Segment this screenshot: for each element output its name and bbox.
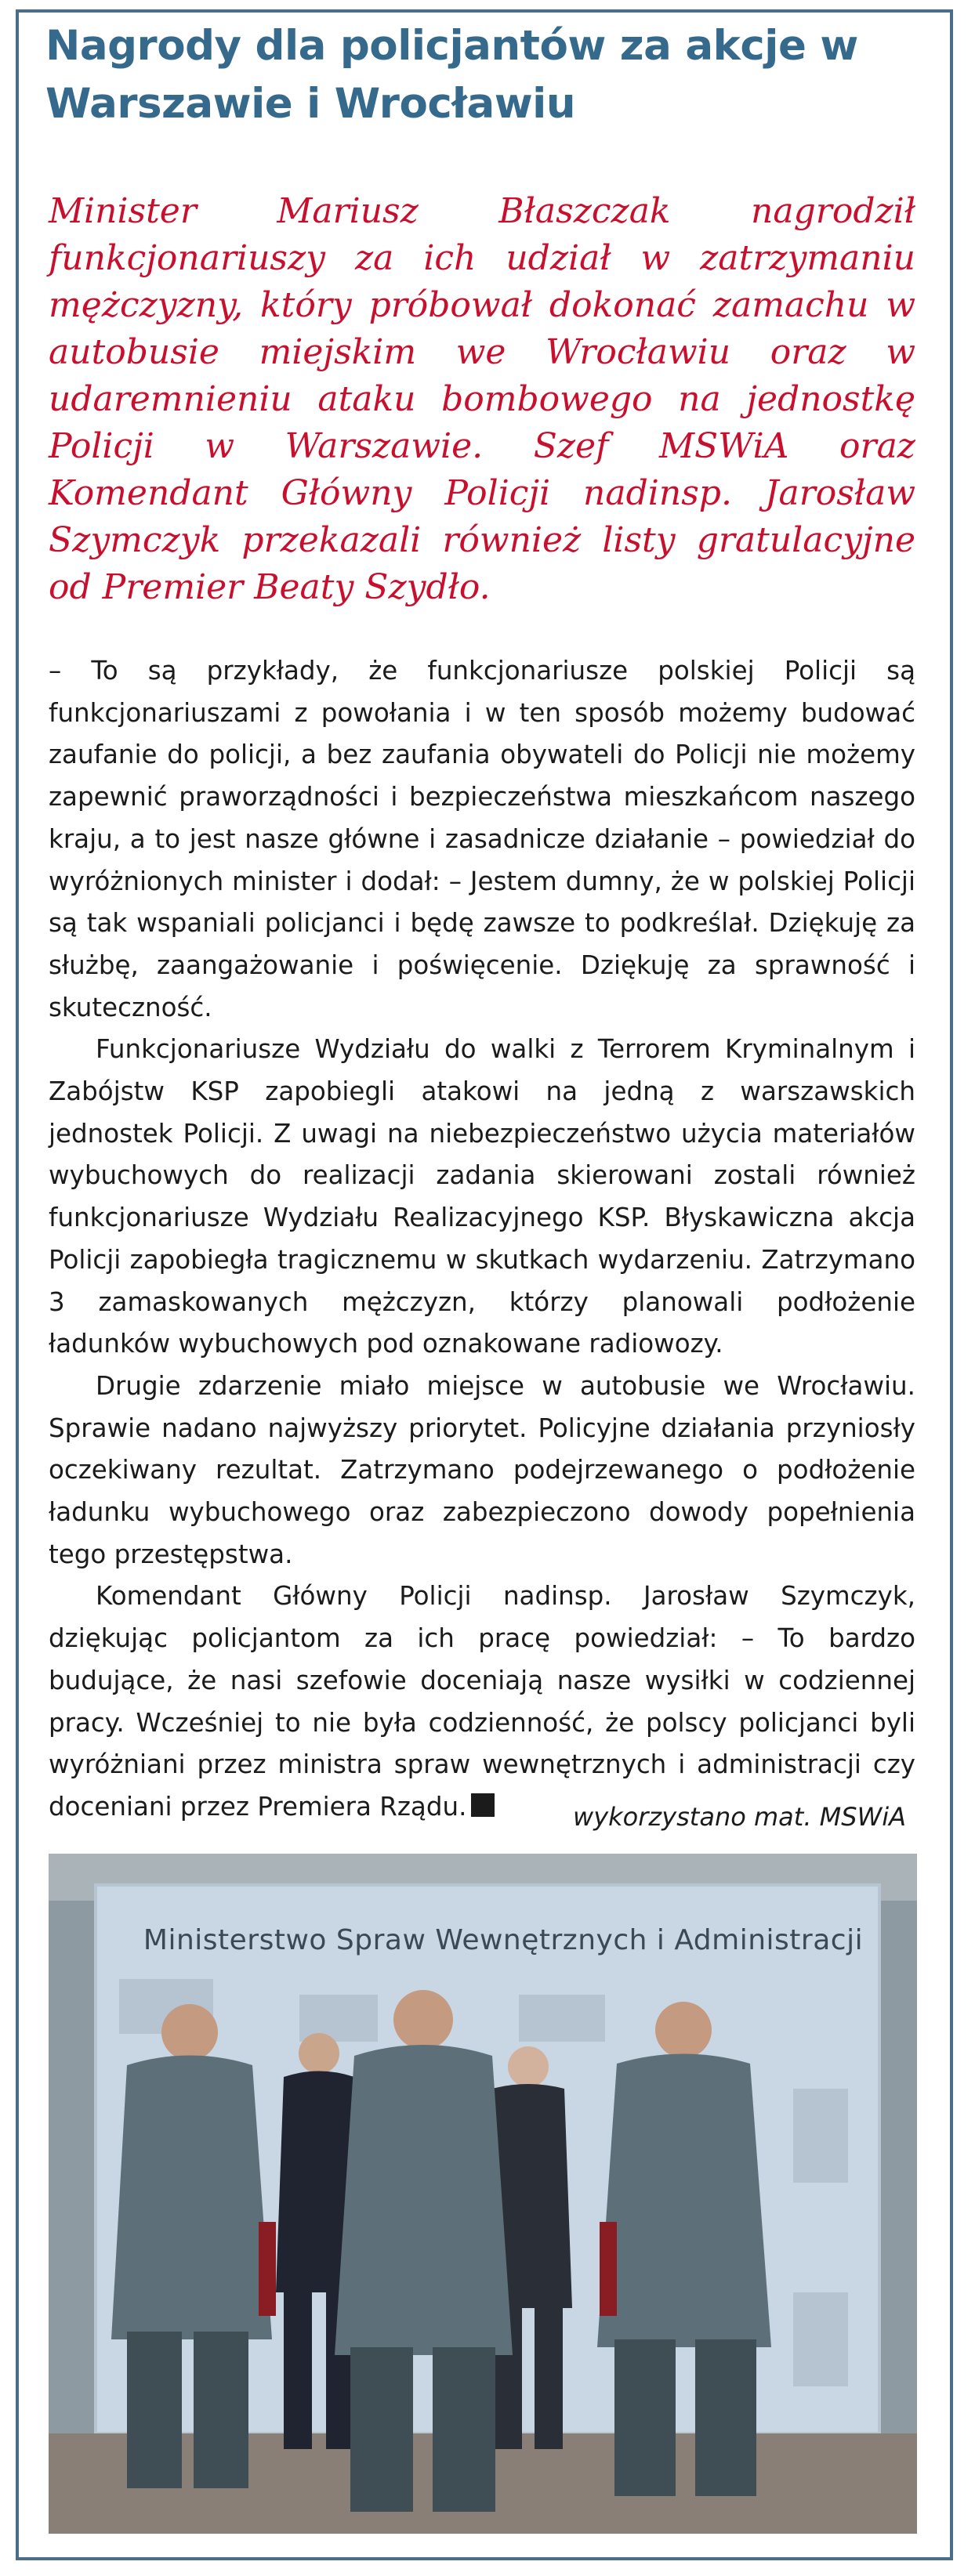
article-body: [49, 650, 915, 1829]
article-title: Nagrody dla policjantów za akcje w Warszawie i Wrocławiu: [45, 22, 858, 128]
article-lead: Minister Mariusz Błaszczak nagrodził funkcjonariuszy za ich udział w zatrzymaniu mężczyzny, który próbował dokonać zamachu w autobusie miejskim we Wrocławiu oraz w udaremnieniu ataku bombowego na jednostkę Policji w Warszawie. Szef MSWiA oraz Komendant Główny Policji nadinsp. Jarosław Szymczyk przekazali również listy gratulacyjne od Premier Beaty Szydło.: [49, 191, 915, 607]
body-paragraph: Funkcjonariusze Wydziału do walki z Terrorem Kryminalnym i Zabójstw KSP zapobiegli atakowi na jedną z warszawskich jednostek Policji. Z uwagi na niebezpieczeństwo użycia materiałów wybuchowych do realizacji zadania skierowani zostali również funkcjonariusze Wydziału Realizacyjnego KSP. Błyskawiczna akcja Policji zapobiegła tragicznemu w skutkach wydarzeniu. Zatrzymano 3 zamaskowanych mężczyzn, którzy planowali podłożenie ładunków wybuchowych pod oznakowane radiowozy.: [49, 1034, 915, 1359]
article-photo: [49, 1854, 917, 2534]
photo-banner-text: Ministerstwo Spraw Wewnętrznych i Administracji: [143, 1924, 864, 1956]
body-paragraph-last: [49, 1576, 915, 1828]
body-paragraph: – To są przykłady, że funkcjonariusze polskiej Policji są funkcjonariuszami z powołania i w ten sposób możemy budować zaufanie do policji, a bez zaufania obywateli do Policji nie możemy zapewnić praworządności i bezpieczeństwa mieszkańcom naszego kraju, a to jest nasze główne i zasadnicze działanie – powiedział do wyróżnionych minister i dodał: – Jestem dumny, że w polskiej Policji są tak wspaniali policjanci i będę zawsze to podkreślał. Dziękuję za służbę, zaangażowanie i poświęcenie. Dziękuję za sprawność i skuteczność.: [49, 656, 915, 1022]
body-paragraph: Drugie zdarzenie miało miejsce w autobusie we Wrocławiu. Sprawie nadano najwyższy priorytet. Policyjne działania przyniosły oczekiwany rezultat. Zatrzymano podejrzewanego o podłożenie ładunku wybuchowego oraz zabezpieczono dowody popełnienia tego przestępstwa.: [49, 1370, 915, 1569]
end-of-article-mark: [471, 1793, 495, 1817]
source-credit: wykorzystano mat. MSWiA: [573, 1802, 906, 1832]
body-paragraph-text: Komendant Główny Policji nadinsp. Jarosław Szymczyk, dziękując policjantom za ich pracę powiedział: – To bardzo budujące, że nasi szefowie doceniają nasze wysiłki w codziennej pracy. Wcześniej to nie była codzienność, że polscy policjanci byli wyróżniani przez ministra spraw wewnętrznych i administracji czy doceniani przez Premiera Rządu.: [49, 1581, 915, 1822]
